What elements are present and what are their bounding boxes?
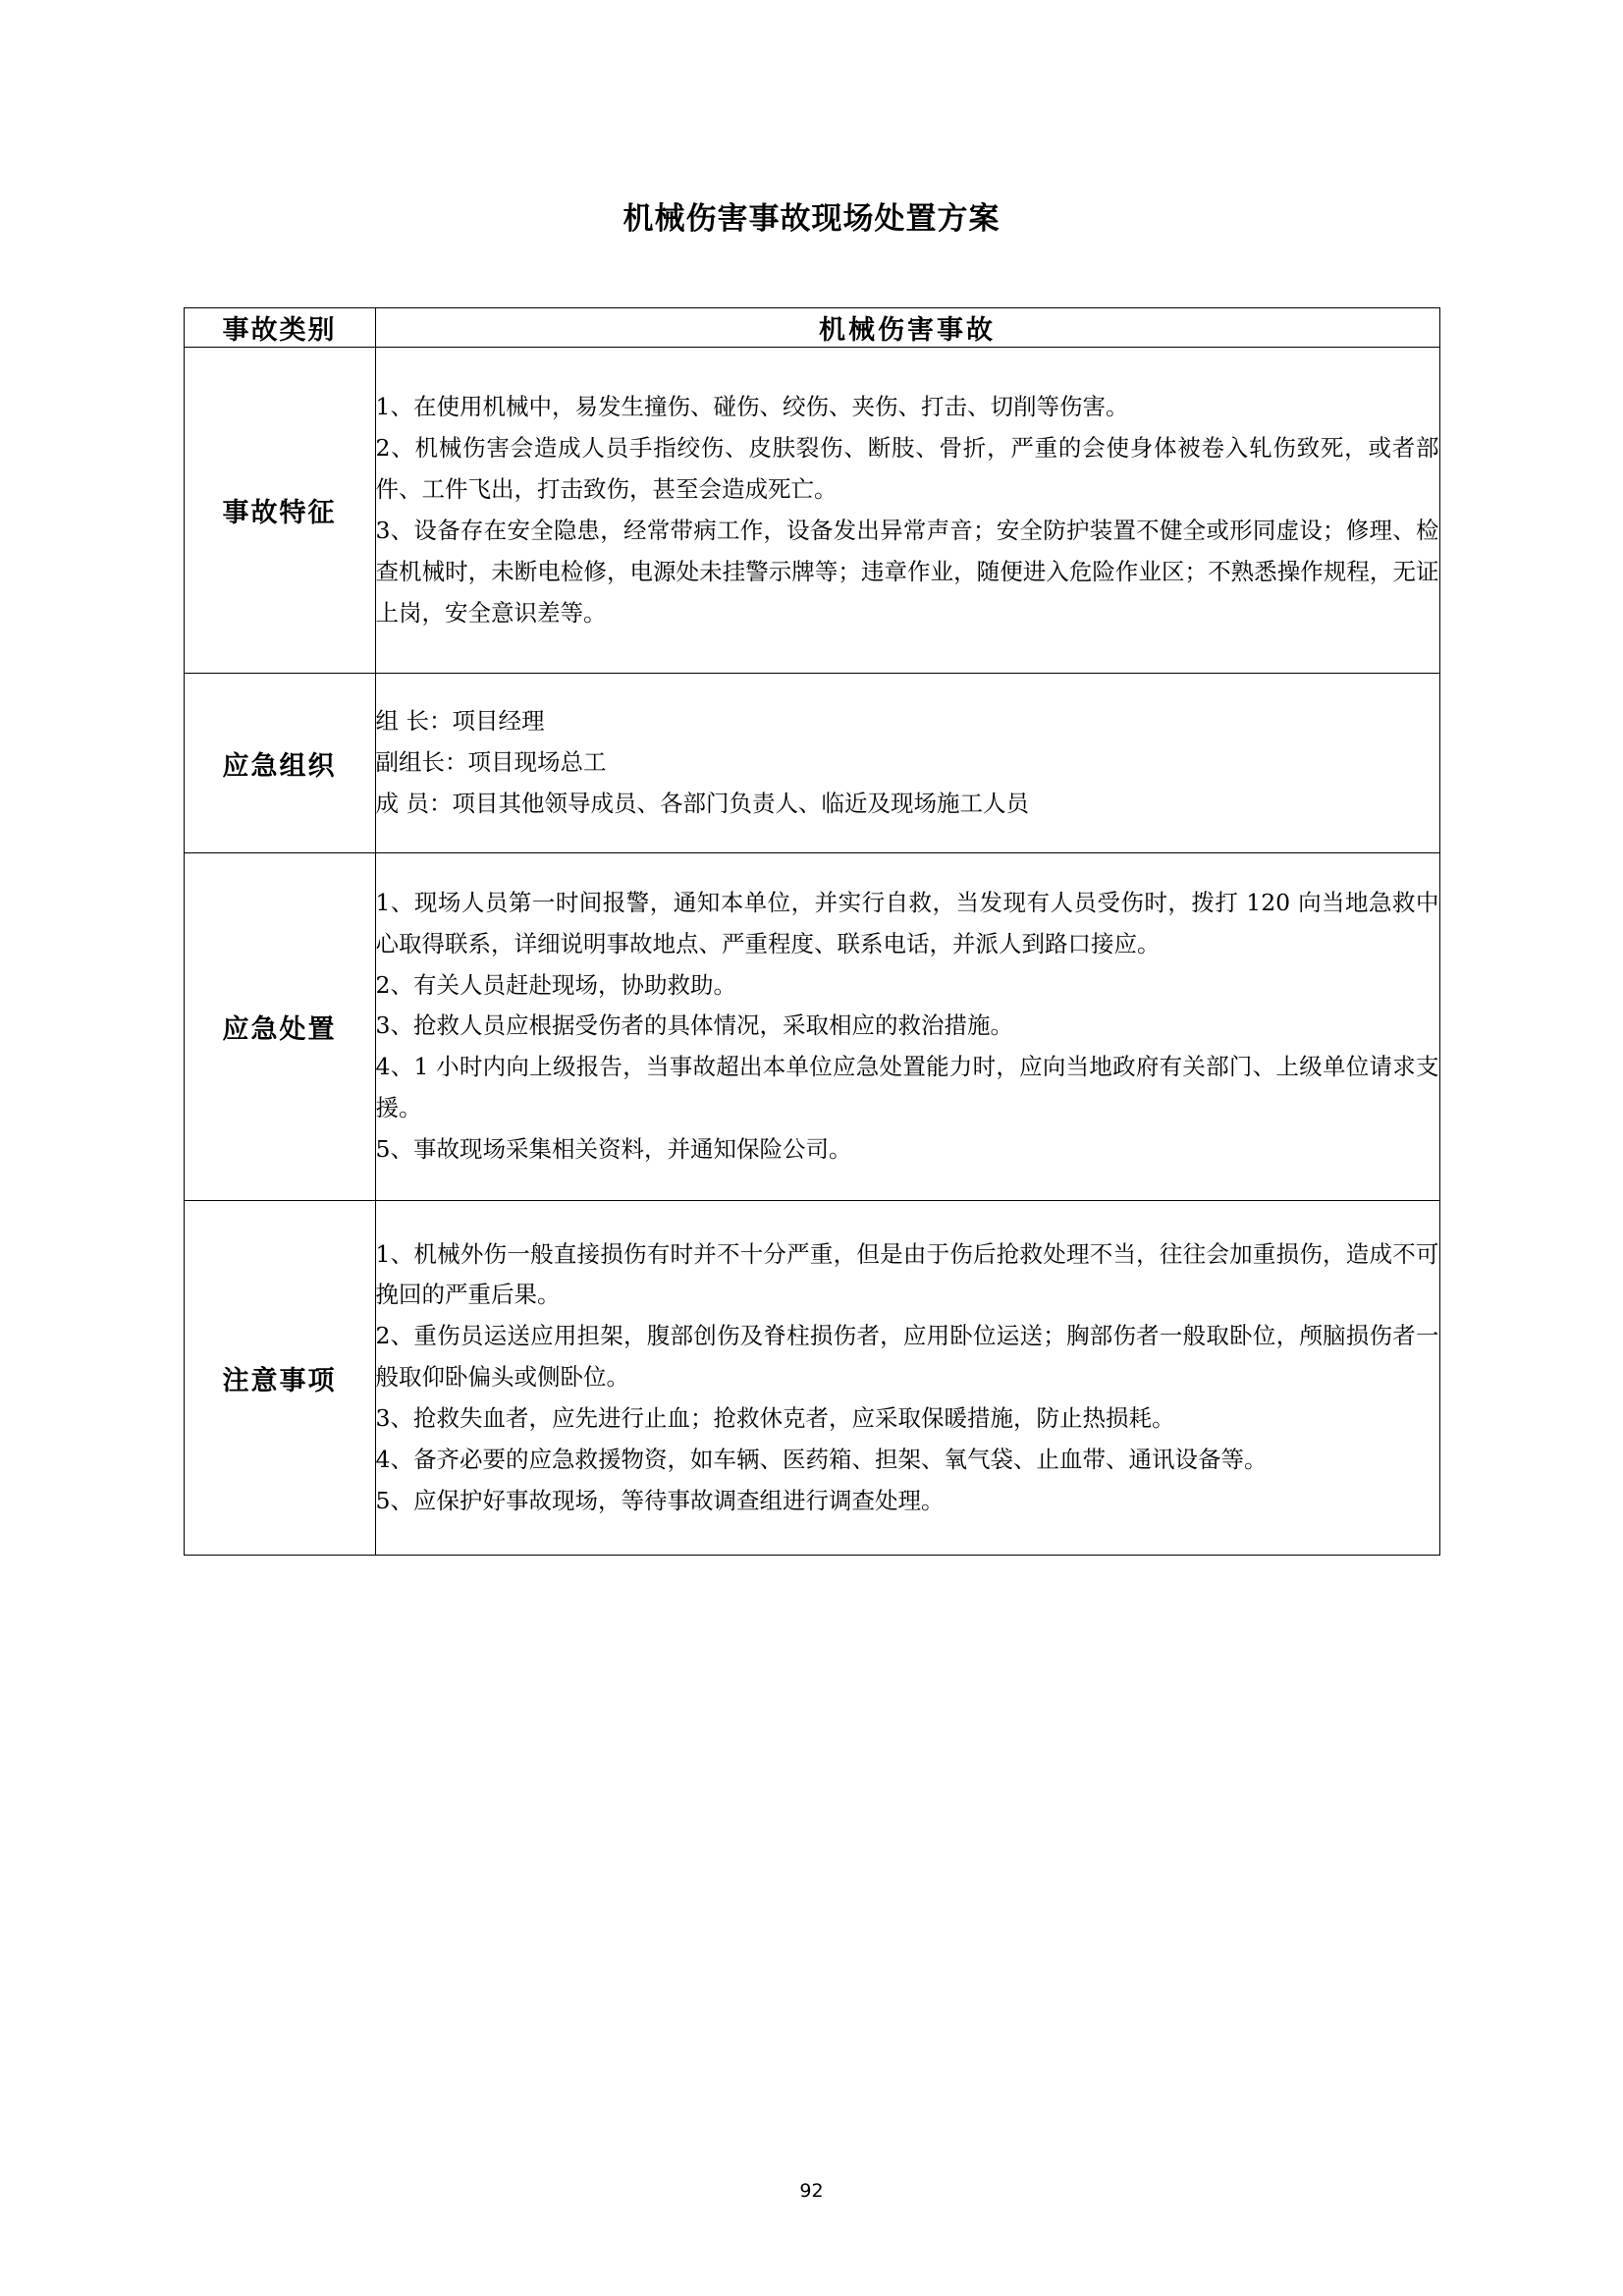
text-line: 3、抢救人员应根据受伤者的具体情况，采取相应的救治措施。 xyxy=(375,1011,1013,1040)
text-line: 1、在使用机械中，易发生撞伤、碰伤、绞伤、夹伤、打击、切削等伤害。 xyxy=(375,393,1129,421)
table-row xyxy=(184,852,1439,1200)
row-label-precautions: 注意事项 xyxy=(184,1200,375,1556)
row-value-emergency-organization xyxy=(375,674,1439,852)
row-label-accident-features: 事故特征 xyxy=(184,348,375,674)
emergency-plan-table xyxy=(184,307,1440,1556)
text-line: 2、有关人员赶赴现场，协助救助。 xyxy=(375,970,736,999)
row-value-emergency-response xyxy=(375,852,1439,1200)
row-label-emergency-organization: 应急组织 xyxy=(184,674,375,852)
text-line: 5、应保护好事故现场，等待事故调查组进行调查处理。 xyxy=(375,1486,945,1514)
table-row xyxy=(184,348,1439,674)
text-line: 3、设备存在安全隐患，经常带病工作，设备发出异常声音；安全防护装置不健全或形同虚设；修理、检查机械时，未断电检修，电源处未挂警示牌等；违章作业，随便进入危险作业区；不熟悉操作规程，无证上岗，安全意识差等。 xyxy=(375,516,1439,627)
row-value-accident-category: 机械伤害事故 xyxy=(375,308,1439,348)
text-line: 2、重伤员运送应用担架，腹部创伤及脊柱损伤者，应用卧位运送；胸部伤者一般取卧位，颅脑损伤者一般取仰卧偏头或侧卧位。 xyxy=(375,1322,1439,1392)
text-line: 4、1 小时内向上级报告，当事故超出本单位应急处置能力时，应向当地政府有关部门、上级单位请求支援。 xyxy=(375,1053,1439,1121)
text-line: 2、机械伤害会造成人员手指绞伤、皮肤裂伤、断肢、骨折，严重的会使身体被卷入轧伤致死，或者部件、工件飞出，打击致伤，甚至会造成死亡。 xyxy=(375,434,1439,504)
text-line: 组 长：项目经理 xyxy=(375,707,545,736)
text-line: 1、机械外伤一般直接损伤有时并不十分严重，但是由于伤后抢救处理不当，往往会加重损伤，造成不可挽回的严重后果。 xyxy=(375,1239,1439,1309)
table-row xyxy=(184,308,1439,348)
row-label-accident-category: 事故类别 xyxy=(184,308,375,348)
row-value-accident-features xyxy=(375,348,1439,674)
page-title: 机械伤害事故现场处置方案 xyxy=(622,201,1001,237)
table-row xyxy=(184,1200,1439,1556)
text-line: 1、现场人员第一时间报警，通知本单位，并实行自救，当发现有人员受伤时，拨打 120 向当地急救中心取得联系，详细说明事故地点、严重程度、联系电话，并派人到路口接应。 xyxy=(375,888,1439,957)
text-line: 成 员：项目其他领导成员、各部门负责人、临近及现场施工人员 xyxy=(375,790,1029,818)
row-label-emergency-response: 应急处置 xyxy=(184,852,375,1200)
text-line: 3、抢救失血者，应先进行止血；抢救休克者，应采取保暖措施，防止热损耗。 xyxy=(375,1403,1175,1432)
page-number: 92 xyxy=(799,2180,824,2202)
table-row xyxy=(184,674,1439,852)
text-line: 4、备齐必要的应急救援物资，如车辆、医药箱、担架、氧气袋、止血带、通讯设备等。 xyxy=(375,1445,1268,1473)
row-value-precautions xyxy=(375,1200,1439,1556)
text-line: 副组长：项目现场总工 xyxy=(375,748,607,777)
text-line: 5、事故现场采集相关资料，并通知保险公司。 xyxy=(375,1134,852,1163)
